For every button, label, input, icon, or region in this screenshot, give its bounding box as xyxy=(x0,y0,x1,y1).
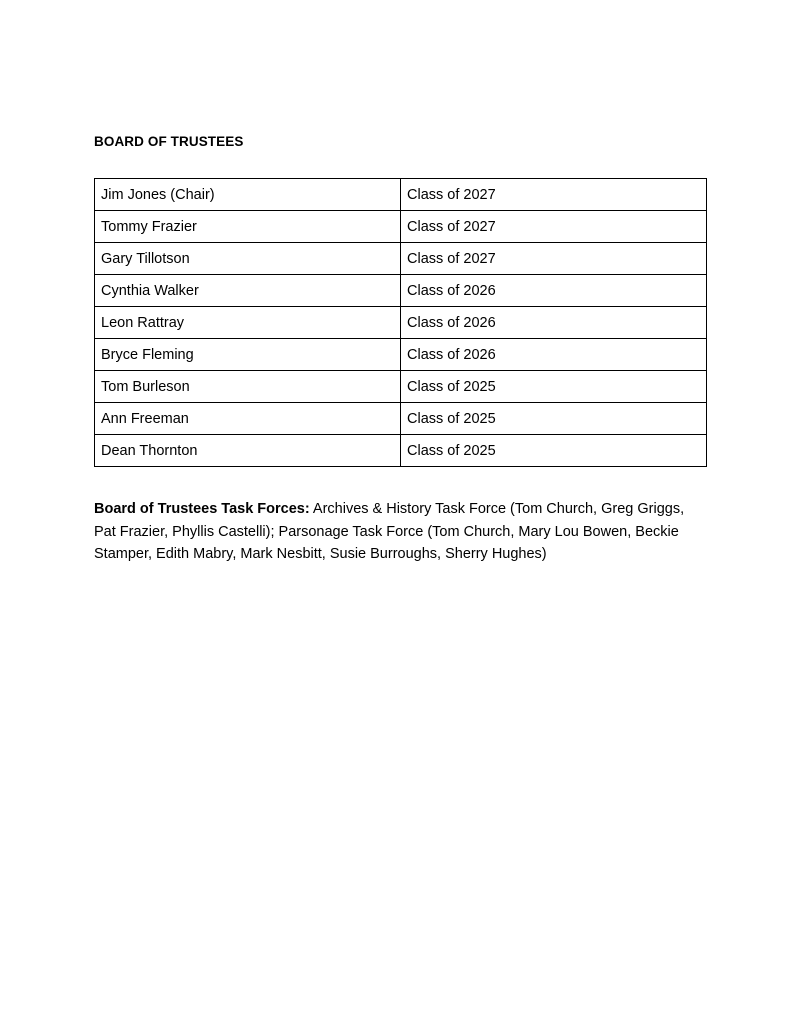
trustee-class: Class of 2027 xyxy=(401,211,707,243)
table-row xyxy=(95,339,707,371)
trustee-class: Class of 2025 xyxy=(401,403,707,435)
task-forces-label: Board of Trustees Task Forces: xyxy=(94,501,310,517)
trustee-name: Dean Thornton xyxy=(95,435,401,467)
table-row xyxy=(95,275,707,307)
trustee-name: Bryce Fleming xyxy=(95,339,401,371)
trustee-class: Class of 2025 xyxy=(401,371,707,403)
table-row xyxy=(95,403,707,435)
trustee-name: Tommy Frazier xyxy=(95,211,401,243)
table-row xyxy=(95,435,707,467)
section-heading: BOARD OF TRUSTEES xyxy=(94,134,244,149)
trustee-name: Tom Burleson xyxy=(95,371,401,403)
table-row xyxy=(95,307,707,339)
trustees-table xyxy=(94,178,707,467)
trustee-name: Leon Rattray xyxy=(95,307,401,339)
trustee-name: Gary Tillotson xyxy=(95,243,401,275)
trustee-class: Class of 2025 xyxy=(401,435,707,467)
table-row xyxy=(95,179,707,211)
trustee-class: Class of 2026 xyxy=(401,339,707,371)
task-forces-paragraph xyxy=(94,498,706,566)
trustee-name: Ann Freeman xyxy=(95,403,401,435)
trustee-class: Class of 2026 xyxy=(401,307,707,339)
table-row xyxy=(95,211,707,243)
trustee-class: Class of 2027 xyxy=(401,243,707,275)
task-forces-text: Archives & History Task Force (Tom Church, Greg Griggs, Pat Frazier, Phyllis Castelli); Parsonage Task Force (Tom Church, Mary Lou Bowen, Beckie Stamper, Edith Mabry, Mark Nesbitt, Susie Burroughs, Sherry Hughes) xyxy=(94,501,685,562)
table-row xyxy=(95,371,707,403)
trustee-name: Cynthia Walker xyxy=(95,275,401,307)
trustee-name: Jim Jones (Chair) xyxy=(95,179,401,211)
trustee-class: Class of 2027 xyxy=(401,179,707,211)
trustee-class: Class of 2026 xyxy=(401,275,707,307)
table-row xyxy=(95,243,707,275)
